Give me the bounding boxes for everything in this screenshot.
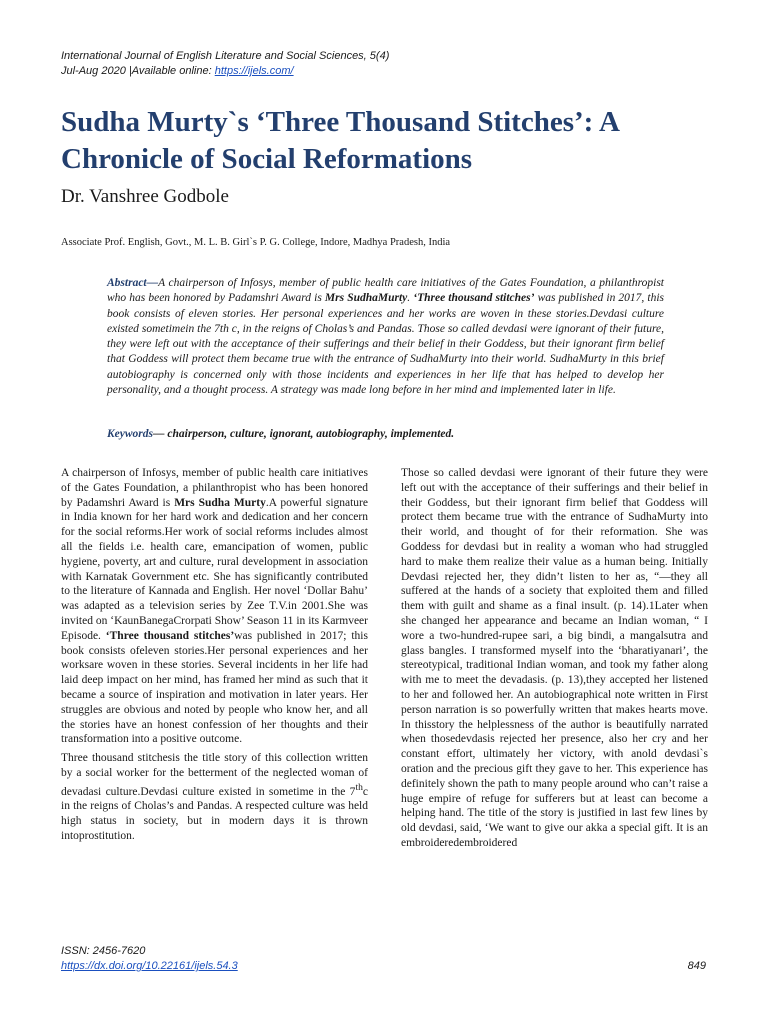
issue-line [61,64,701,79]
body-right-column [401,466,708,855]
doi-link[interactable]: https://dx.doi.org/10.22161/ijels.54.3 [61,960,238,972]
body-superscript: th [355,781,363,793]
author-affiliation: Associate Prof. English, Govt., M. L. B. Girl`s P. G. College, Indore, Madhya Pradesh, India [61,237,451,248]
abstract-book-title: ‘Three thousand stitches’ [413,292,535,305]
footer [61,944,238,974]
keywords-list: — chairperson, culture, ignorant, autobiography, implemented. [153,428,455,440]
author-name: Dr. Vanshree Godbole [61,186,229,207]
page-number: 849 [687,960,706,972]
abstract-text-1: A chairperson of Infosys, member of public health care initiatives of the Gates Foundation, a philanthropist who has been honored by Padamshri Award is [107,277,664,305]
body-paragraph [61,751,368,844]
issn: ISSN: 2456-7620 [61,945,146,957]
body-bold-title: ‘Three thousand stitches’ [105,629,235,642]
body-bold-name: Mrs Sudha Murty [174,496,266,509]
body-text: A chairperson of Infosys, member of public health care initiatives of the Gates Foundation, a philanthropist who has been honored by Padamshri Award is [61,467,368,509]
article-title: Sudha Murty`s ‘Three Thousand Stitches’: A Chronicle of Social Reformations [61,106,619,175]
body-text: Three thousand stitchesis the title story of this collection written by a social worker for the betterment of the neglected woman of devadasi culture.Devdasi culture existed in sometime in the 7 [61,752,368,798]
body-text: was published in 2017; this book consists ofeleven stories.Her personal experiences and her worksare woven in these stories. Several incidents in her life had laid deep impact on her mind, has framed her mind as such that it became a source of inspiration and motivation in later years. Her struggles are obvious and noted by people who know her, and all the stories have an honest confession of her thoughts and their transformation into a positive outcome. [61,629,368,746]
body-text: c in the reigns of Cholas’s and Pandas. A respected culture was held high status in society, but in modern days it is thrown intoprostitution. [61,785,368,842]
abstract-text-2: . [407,292,414,305]
journal-name: International Journal of English Literature and Social Sciences, 5(4) [61,50,390,62]
body-paragraph [61,466,368,747]
abstract-label: Abstract— [107,277,159,289]
journal-header [61,49,701,79]
abstract-author-name: Mrs SudhaMurty [324,292,408,305]
body-paragraph: Those so called devdasi were ignorant of their future they were left out with the acceptance of their sufferings and their belief in their Goddess, but their ignorant firm belief that Goddess will protect them became true with the entrance of SudhaMurty into their world, and thought of for their reformation. She was Goddess for devdasi but in reality a woman who had struggled hard to make them realize their value as a human being. Initially Devdasi rejected her, they didn’t listen to her as, “—they all suffered at the hands of a society that exploited them and filled them with guilt and shame as a final insult. (p. 14).1Later when she changed her appearance and became an Indian woman, “ I wore a two-hundred-rupee sari, a big bindi, a mangalsutra and glass bangles. I transformed myself into the ‘bharatiyanari’, the stereotypical, traditional Indian woman, and took my father along with me to meet the devadasis. (p. 13),they accepted her listened to her and followed her. An autobiographical note written in First person narration is so powerfully written that makes hearts move. In thisstory the helplessness of the author is beautifully narrated when thosedevdasis rejected her presence, also her cry and her constant effort, ultimately her victory, with anold devdasi`s oration and the precious gift they gave to her. This experience has definitely shown the path to many people around who can’t raise a huge empire of refuge for sufferers but at least can become a helping hand. The title of the story is justified in last few lines by old devdasi, said, ‘We want to give our akka a special gift. It is an embroideredembroidered [401,467,708,849]
journal-link[interactable]: https://ijels.com/ [214,65,294,77]
keywords-label: Keywords [107,428,153,440]
abstract-text-3: was published in 2017, this book consists of eleven stories. Her personal experiences and her works are woven in these stories.Devdasi culture existed sometimein the 7th c, in the reigns of Cholas’s and Pandas. Those so called devdasi were ignorant of their future, they were left out with the acceptance of their sufferings and their belief in their Goddess, but their ignorant firm belief that Goddess will protect them became true with the entrance of SudhaMurty into their world. SudhaMurty in this brief autobiography is concerned only with those incidents and experiences in her life that has helped to develop her personality, and a thought process. A strategy was made long before in her mind and implemented later in life. [107,292,664,397]
abstract [107,276,664,398]
body-left-column [61,466,368,848]
issue-info: Jul-Aug 2020 |Available online: [61,65,215,77]
body-text: .A powerful signature in India known for her hard work and dedication and her concern for the social reforms.Her work of social reforms includes almost all the fields i.e. health care, emancipation of women, public hygiene, poverty, art and culture, rural development in association with Karnatak Government etc. She has significantly contributed to the literature of Kannada and English. Her novel ‘Dollar Bahu’ was adapted as a television series by Zee T.V.in 2001.She was invited on ‘KaunBanegaCrorpati Show’ Season 11 in its Karmveer Episode. [61,496,368,642]
keywords [107,427,664,442]
